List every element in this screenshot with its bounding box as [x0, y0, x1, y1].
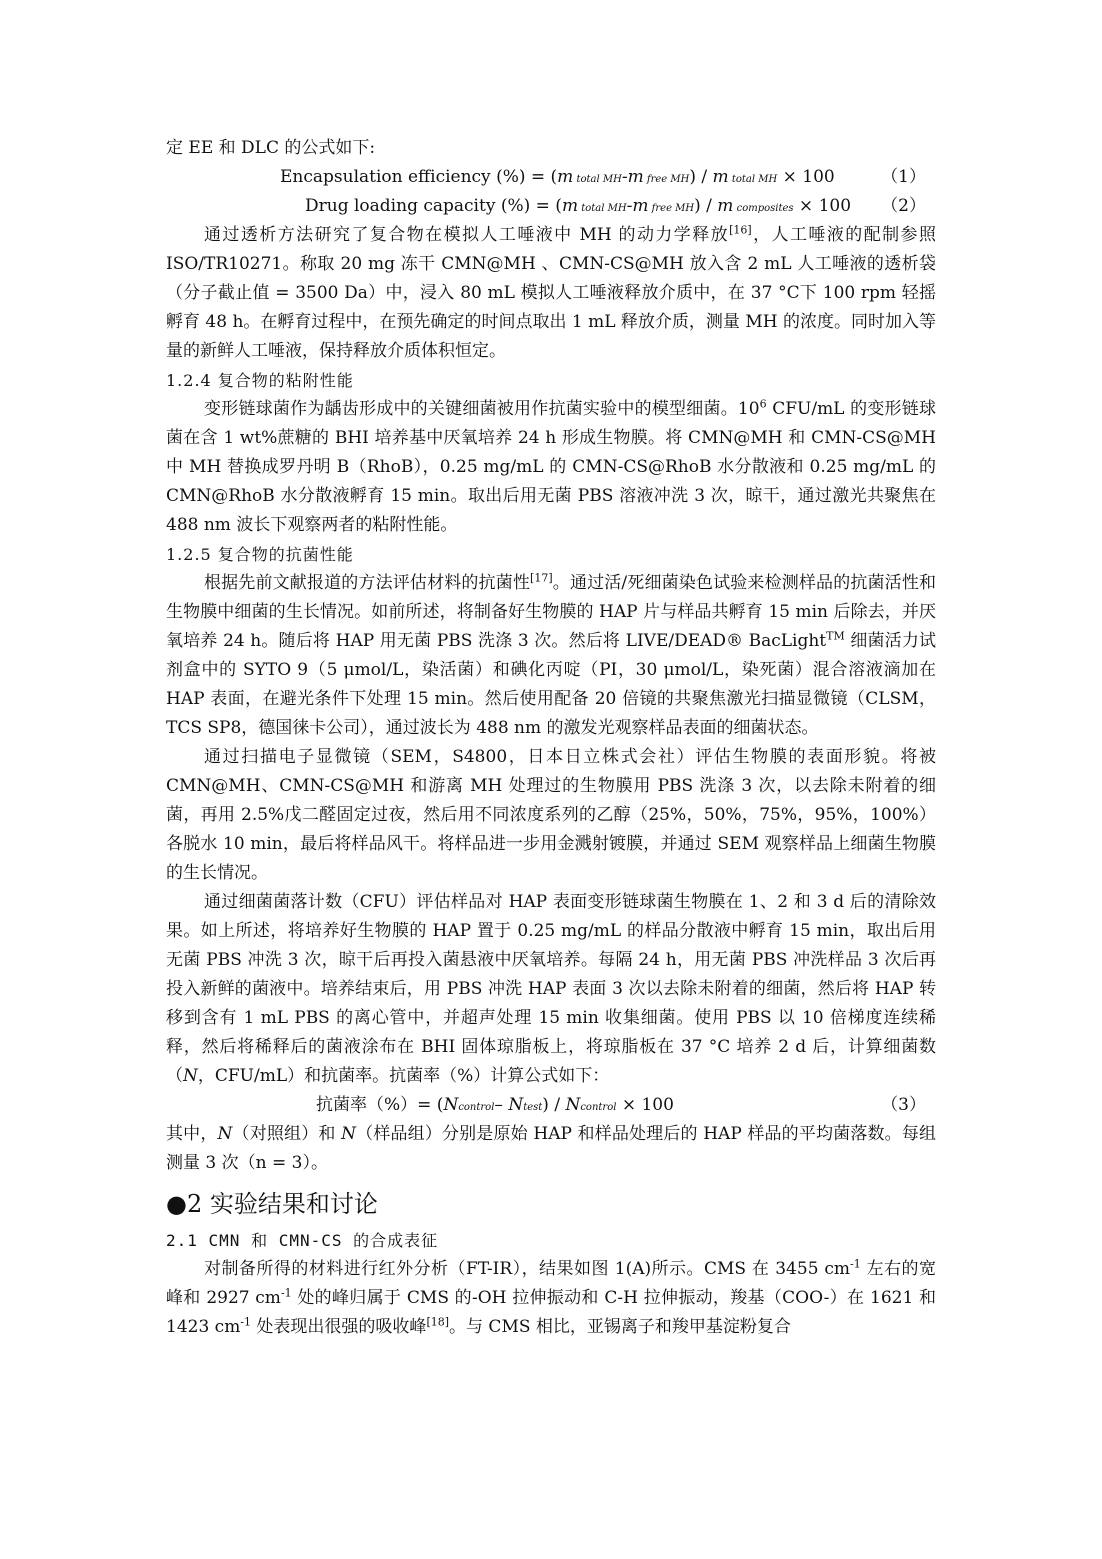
paragraph-release: 通过透析方法研究了复合物在模拟人工唾液中 MH 的动力学释放[16]，人工唾液的配制参照 ISO/TR10271。称取 20 mg 冻干 CMN@MH 、CMN-CS@MH 放入含 2 mL 人工唾液的透析袋（分子截止值 = 3500 Da）中，浸入 80 mL 模拟人工唾液释放介质中，在 37 °C下 100 rpm 轻摇孵育 48 h。在孵育过程中，在预先确定的时间点取出 1 mL 释放介质，测量 MH 的浓度。同时加入等量的新鲜人工唾液，保持释放介质体积恒定。: [166, 223, 936, 361]
equation-1: [166, 163, 936, 192]
paragraph-adhesion: 变形链球菌作为龋齿形成中的关键细菌被用作抗菌实验中的模型细菌。$10^6$ CFU/mL 的变形链球菌在含 1 wt%蔗糖的 BHI 培养基中厌氧培养 24 h 形成生物膜。将 CMN@MH 和 CMN-CS@MH 中 MH 替换成罗丹明 B（RhoB），0.25 mg/mL 的 CMN-CS@RhoB 水分散液和 0.25 mg/mL 的 CMN@RhoB 水分散液孵育 15 min。取出后用无菌 PBS 溶液冲洗 3 次，晾干，通过激光共聚焦在 488 nm 波长下观察两者的粘附性能。: [166, 397, 936, 535]
equation-2-number: （2）: [881, 196, 926, 216]
section-2-heading: ●2 实验结果和讨论: [166, 1190, 378, 1218]
paragraph-where: 其中，N（对照组）和 N（样品组）分别是原始 HAP 和样品处理后的 HAP 样品的平均菌落数。每组测量 3 次（n = 3）。: [166, 1124, 936, 1173]
citation-17: [17]: [530, 571, 553, 585]
equation-3: [166, 1091, 936, 1120]
equation-1-expression: Encapsulation efficiency (%) = (m total MH-m free MH) / m total MH × 100: [280, 167, 835, 187]
equation-2-expression: Drug loading capacity (%) = (m total MH-m free MH) / m composites × 100: [305, 196, 852, 216]
citation-18: [18]: [426, 1315, 450, 1329]
equation-2: [166, 192, 936, 221]
intro-line: 定 EE 和 DLC 的公式如下:: [166, 138, 376, 158]
document-body: [166, 134, 936, 1342]
equation-1-number: （1）: [881, 167, 926, 187]
paragraph-antibacterial: 根据先前文献报道的方法评估材料的抗菌性[17]。通过活/死细菌染色试验来检测样品的抗菌活性和生物膜中细菌的生长情况。如前所述，将制备好生物膜的 HAP 片与样品共孵育 15 min 后除去，并厌氧培养 24 h。随后将 HAP 用无菌 PBS 洗涤 3 次。然后将 LIVE/DEAD® BacLight™ 细菌活力试剂盒中的 SYTO 9（5 μmol/L，染活菌）和碘化丙啶（PI，30 μmol/L，染死菌）混合溶液滴加在 HAP 表面，在避光条件下处理 15 min。然后使用配备 20 倍镜的共聚焦激光扫描显微镜（CLSM，TCS SP8，德国徕卡公司），通过波长为 488 nm 的激发光观察样品表面的细菌状态。: [166, 571, 937, 738]
heading-1-2-5: 1.2.5 复合物的抗菌性能: [166, 545, 354, 564]
heading-1-2-4: 1.2.4 复合物的粘附性能: [166, 371, 354, 390]
paragraph-ftir: 对制备所得的材料进行红外分析（FT-IR），结果如图 1(A)所示。CMS 在 3455 $cm^{-1}$ 左右的宽峰和 2927 $cm^{-1}$ 处的峰归属于 CMS 的-OH 拉伸振动和 C-H 拉伸振动，羧基（COO-）在 1621 和 1423 $cm^{-1}$ 处表现出很强的吸收峰[18]。与 CMS 相比，亚锡离子和羧甲基淀粉复合: [166, 1257, 937, 1337]
paragraph-cfu: 通过细菌菌落计数（CFU）评估样品对 HAP 表面变形链球菌生物膜在 1、2 和 3 d 后的清除效果。如上所述，将培养好生物膜的 HAP 置于 0.25 mg/mL 的样品分散液中孵育 15 min，取出后用无菌 PBS 冲洗 3 次，晾干后再投入菌悬液中厌氧培养。每隔 24 h，用无菌 PBS 冲洗样品 3 次后再投入新鲜的菌液中。培养结束后，用 PBS 冲洗 HAP 表面 3 次以去除未附着的细菌，然后将 HAP 转移到含有 1 mL PBS 的离心管中，并超声处理 15 min 收集细菌。使用 PBS 以 10 倍梯度连续稀释，然后将稀释后的菌液涂布在 BHI 固体琼脂板上，将琼脂板在 37 °C 培养 2 d 后，计算细菌数（N，CFU/mL）和抗菌率。抗菌率（%）计算公式如下：: [166, 892, 936, 1086]
equation-3-expression: 抗菌率（%）= (Ncontrol– Ntest) / Ncontrol × 100: [316, 1095, 674, 1115]
equation-3-number: （3）: [881, 1095, 926, 1115]
heading-2-1: 2.1 CMN 和 CMN-CS 的合成表征: [166, 1231, 439, 1250]
citation-16: [16]: [729, 223, 752, 237]
paragraph-sem: 通过扫描电子显微镜（SEM，S4800，日本日立株式会社）评估生物膜的表面形貌。将被 CMN@MH、CMN-CS@MH 和游离 MH 处理过的生物膜用 PBS 洗涤 3 次，以去除未附着的细菌，再用 2.5%戊二醛固定过夜，然后用不同浓度系列的乙醇（25%，50%，75%，95%，100%）各脱水 10 min，最后将样品风干。将样品进一步用金溅射镀膜，并通过 SEM 观察样品上细菌生物膜的生长情况。: [166, 747, 936, 883]
